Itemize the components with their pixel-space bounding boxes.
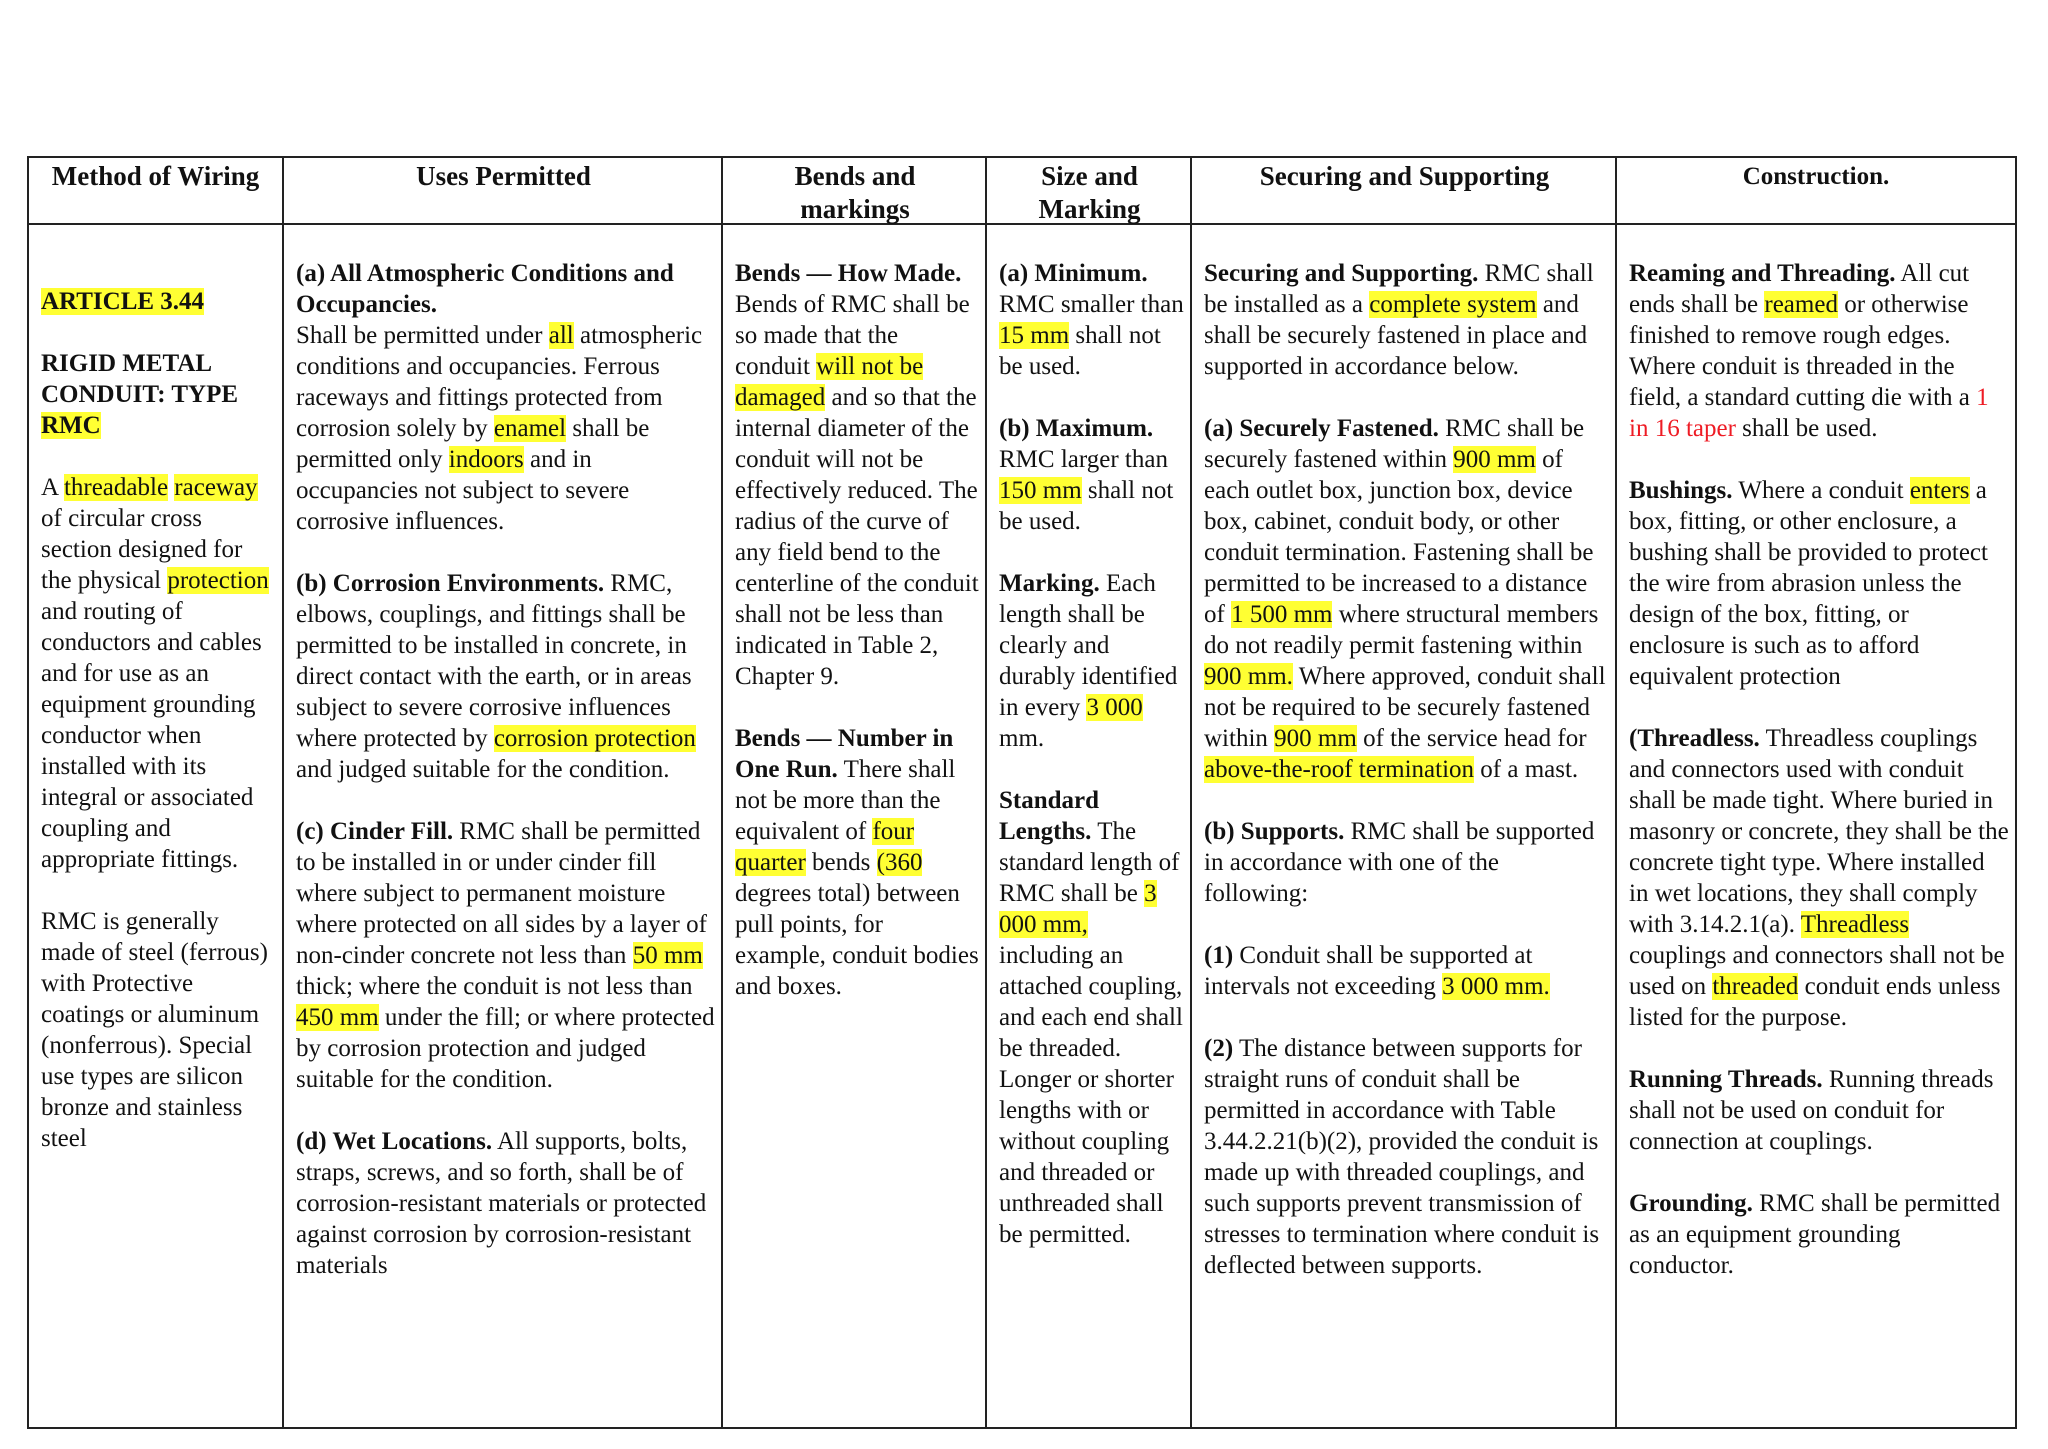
size-standard-lengths: Standard Lengths. The standard length of RMC shall be 3 000 mm, including an attached coupling, and each end shall be threaded. Longer or shorter lengths with or without coupling and threaded or unthreaded shall be permitted. xyxy=(999,787,1183,1248)
construction-reaming: Reaming and Threading. All cut ends shall be reamed or otherwise finished to remove rough edges. Where conduit is threaded in the field, a standard cutting die with a 1 in 16 taper shall be used. xyxy=(1629,260,1989,442)
construction-running-threads: Running Threads. Running threads shall not be used on conduit for connection at couplings. xyxy=(1629,1066,1994,1155)
method-materials: RMC is generally made of steel (ferrous) with Protective coatings or aluminum (nonferrous). Special use types are silicon bronze and stainless steel xyxy=(41,908,268,1152)
securing-fastened: (a) Securely Fastened. RMC shall be securely fastened within 900 mm of each outlet box, junction box, device box, cabinet, conduit body, or other conduit termination. Fastening shall be permitted to be increased to a distance of 1 500 mm where structural members do not readily permit fastening within 900 mm. Where approved, conduit shall not be required to be securely fastened within 900 mm of the service head for above-the-roof termination of a mast. xyxy=(1204,415,1606,783)
uses-atmospheric: (a) All Atmospheric Conditions and Occupancies. Shall be permitted under all atmospheric conditions and occupancies. Ferrous raceways and fittings protected from corrosion solely by enamel shall be permitted only indoors and in occupancies not subject to severe corrosive influences. xyxy=(296,260,703,535)
construction-threadless: (Threadless. Threadless couplings and connectors used with conduit shall be made tight. Where buried in masonry or concrete, they shall be the concrete tight type. Where installed in wet locations, they shall comply with 3.14.2.1(a). Threadless couplings and connectors shall not be used on threaded conduit ends unless listed for the purpose. xyxy=(1629,725,2009,1031)
securing-intro: Securing and Supporting. RMC shall be installed as a complete system and shall be securely fastened in place and supported in accordance below. xyxy=(1204,260,1594,380)
size-cell xyxy=(999,258,1186,1427)
securing-supports: (b) Supports. RMC shall be supported in accordance with one of the following: xyxy=(1204,818,1595,907)
method-description: A threadable raceway of circular cross section designed for the physical protection and routing of conductors and cables and for use as an equipment grounding conductor when installed with its integral or associated coupling and appropriate fittings. xyxy=(41,474,269,873)
wiring-methods-table xyxy=(27,156,2017,1429)
article-number: ARTICLE 3.44 xyxy=(41,288,205,315)
header-bends: Bends and markings xyxy=(723,158,987,225)
header-securing: Securing and Supporting xyxy=(1192,158,1617,225)
header-construction: Construction. xyxy=(1617,158,2015,225)
uses-cell xyxy=(296,258,715,1427)
article-title: RIGID METAL CONDUIT: TYPE RMC xyxy=(41,350,239,439)
construction-bushings: Bushings. Where a conduit enters a box, fitting, or other enclosure, a bushing shall be provided to protect the wire from abrasion unless the design of the box, fitting, or enclosure is such as to afford equivalent protection xyxy=(1629,477,1988,690)
size-minimum: (a) Minimum. RMC smaller than 15 mm shall not be used. xyxy=(999,260,1184,380)
header-method: Method of Wiring xyxy=(29,158,282,225)
column-bends xyxy=(721,158,987,1427)
column-size xyxy=(985,158,1192,1427)
column-securing xyxy=(1190,158,1617,1427)
header-size: Size and Marking xyxy=(987,158,1192,225)
bends-cell xyxy=(735,258,979,1427)
column-uses xyxy=(282,158,723,1427)
size-marking: Marking. Each length shall be clearly and durably identified in every 3 000 mm. xyxy=(999,570,1178,752)
uses-cinder-fill: (c) Cinder Fill. RMC shall be permitted to be installed in or under cinder fill where subject to permanent moisture where protected on all sides by a layer of non-cinder concrete not less than 50 mm thick; where the conduit is not less than 450 mm under the fill; or where protected by corrosion protection and judged suitable for the condition. xyxy=(296,818,715,1093)
construction-cell xyxy=(1629,258,2009,1427)
method-cell xyxy=(41,286,274,1427)
bends-how-made: Bends — How Made. Bends of RMC shall be so made that the conduit will not be damaged and so that the internal diameter of the conduit will not be effectively reduced. The radius of the curve of any field bend to the centerline of the conduit shall not be less than indicated in Table 2, Chapter 9. xyxy=(735,260,979,690)
securing-support-1: (1) Conduit shall be supported at intervals not exceeding 3 000 mm. xyxy=(1204,942,1550,1000)
bends-number: Bends — Number in One Run. There shall not be more than the equivalent of four quarter bends (360 degrees total) between pull points, for example, conduit bodies and boxes. xyxy=(735,725,979,1000)
column-method xyxy=(29,158,282,1427)
securing-cell xyxy=(1204,258,1609,1427)
securing-support-2: (2) The distance between supports for straight runs of conduit shall be permitted in accordance with Table 3.44.2.21(b)(2), provided the conduit is made up with threaded couplings, and such supports prevent transmission of stresses to termination where conduit is deflected between supports. xyxy=(1204,1035,1600,1279)
uses-corrosion: (b) Corrosion Environments. RMC, elbows, couplings, and fittings shall be permitted to be installed in concrete, in direct contact with the earth, or in areas subject to severe corrosive influences where protected by corrosion protection and judged suitable for the condition. xyxy=(296,570,696,783)
size-maximum: (b) Maximum. RMC larger than 150 mm shall not be used. xyxy=(999,415,1174,535)
column-construction xyxy=(1615,158,2015,1427)
construction-grounding: Grounding. RMC shall be permitted as an equipment grounding conductor. xyxy=(1629,1190,2001,1279)
uses-wet-locations: (d) Wet Locations. All supports, bolts, straps, screws, and so forth, shall be of corrosion-resistant materials or protected against corrosion by corrosion-resistant materials xyxy=(296,1128,707,1279)
header-uses: Uses Permitted xyxy=(284,158,723,225)
